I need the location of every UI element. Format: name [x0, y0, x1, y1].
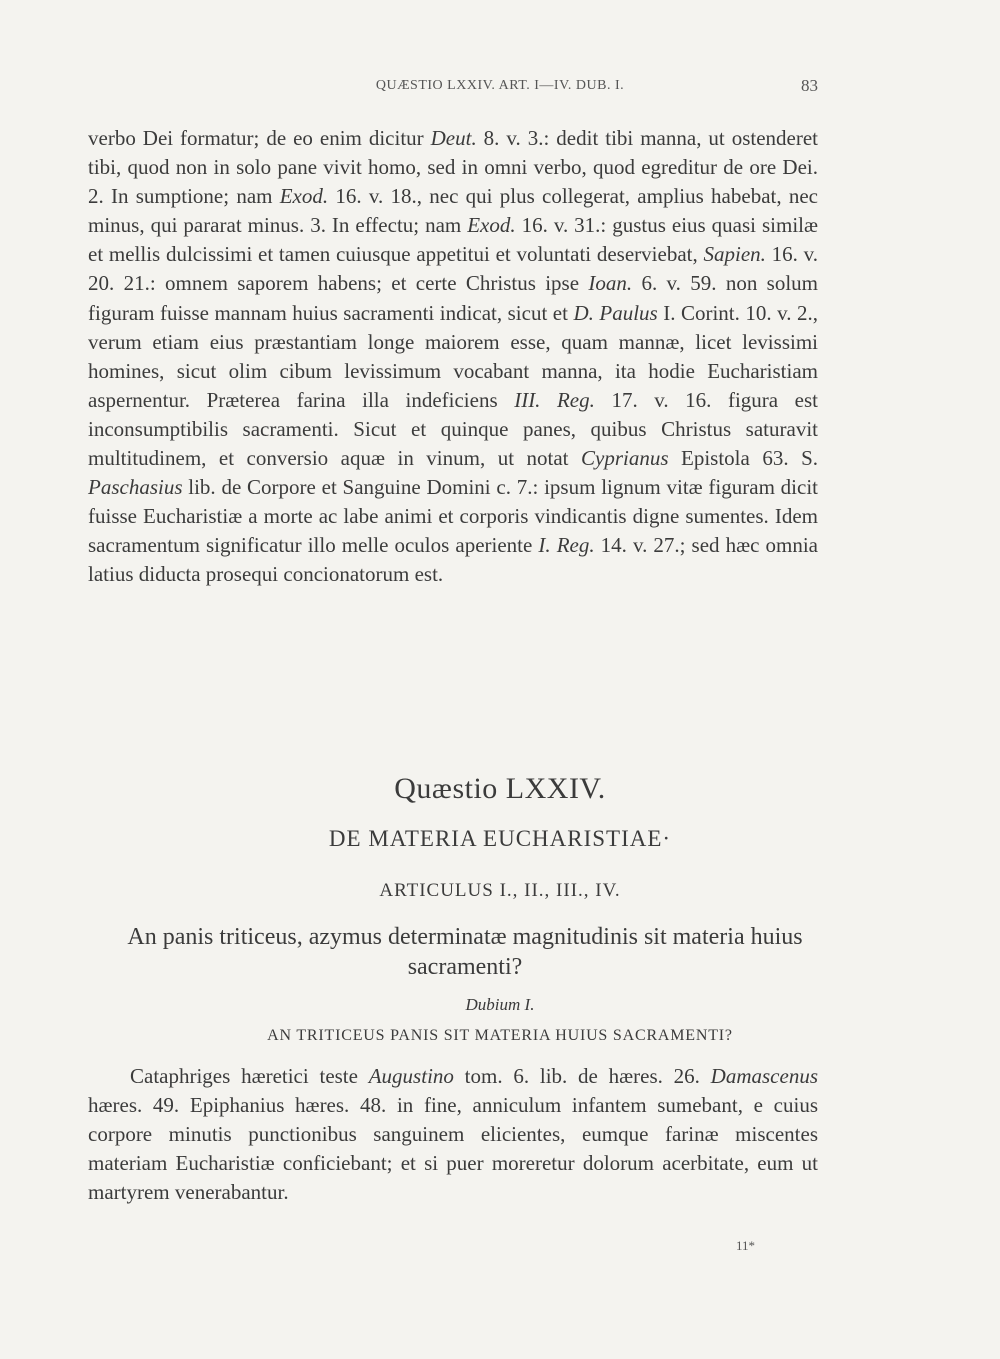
- italic-citation: III. Reg.: [514, 387, 595, 412]
- text-run: 16. v. 31.: gustus eius quasi similæ et mellis dulcissimi et tamen cuiusque appetitui et voluntati deserviebat,: [88, 213, 819, 267]
- text-run: 8. v. 3.: dedit tibi manna, ut ostenderet tibi, quod non in solo pane vivit homo, sed in omni verbo, quod egreditur de ore Dei. 2. In sumptione; nam: [88, 126, 818, 209]
- italic-citation: Deut.: [430, 126, 477, 150]
- text-run: 6. v. 59. non solum figuram fuisse mannam huius sacramenti indicat, sicut et: [88, 271, 818, 325]
- text-run: tom. 6. lib. de hæres. 26.: [453, 1064, 711, 1088]
- dubium-title: AN TRITICEUS PANIS SIT MATERIA HUIUS SACRAMENTI?: [267, 1027, 733, 1044]
- article-heading: ARTICULUS I., II., III., IV.: [379, 880, 621, 901]
- italic-citation: Sapien.: [703, 242, 766, 267]
- page-number: 83: [801, 76, 818, 95]
- dubium-label: Dubium I.: [465, 995, 535, 1014]
- italic-citation: Damascenus: [710, 1064, 818, 1088]
- text-run: verbo Dei formatur; de eo enim dicitur: [88, 126, 431, 150]
- italic-citation: Ioan.: [588, 271, 633, 296]
- text-run: 16. v. 18., nec qui plus collegerat, amplius habebat, nec minus, qui pararat minus. 3. In effectu; nam: [88, 184, 818, 238]
- article-question: An panis triticeus, azymus determinatæ magnitudinis sit materia huius sacramenti?: [127, 924, 803, 980]
- text-run: Epistola 63. S.: [668, 446, 818, 471]
- signature-mark: 11*: [736, 1238, 756, 1253]
- italic-citation: Exod.: [279, 184, 329, 209]
- body-paragraph: [88, 124, 818, 590]
- text-run: 16. v. 20. 21.: omnem saporem habens; et certe Christus ipse: [88, 242, 819, 296]
- question-subtitle: DE MATERIA EUCHARISTIAE·: [328, 826, 672, 851]
- closing-paragraph: [88, 1062, 818, 1207]
- italic-citation: I. Reg.: [538, 533, 595, 558]
- italic-citation: Cyprianus: [581, 446, 669, 471]
- body-text: [88, 124, 818, 590]
- italic-citation: Exod.: [467, 213, 516, 238]
- text-run: 17. v. 16. figura est inconsumptibilis sacramenti. Sicut et quinque panes, quibus Christus saturavit multitudinem, et conversio aquæ in vinum, ut notat: [88, 387, 819, 471]
- text-run: 14. v. 27.; sed hæc omnia latius diducta prosequi concionatorum est.: [88, 533, 818, 587]
- italic-citation: Paschasius: [88, 475, 183, 500]
- italic-citation: D. Paulus: [573, 300, 658, 325]
- text-run: Cataphriges hæretici teste: [130, 1064, 369, 1088]
- text-run: lib. de Corpore et Sanguine Domini c. 7.: ipsum lignum vitæ figuram dicit fuisse Eucharistiæ a morte ac labe animi et corporis vindicantis digne sumentes. Idem sacramentum significatur illo melle oculos aperiente: [88, 475, 818, 558]
- text-run: hæres. 49. Epiphanius hæres. 48. in fine, anniculum infantem sumebant, e cuius corpore minutis punctionibus sanguinem elicientes, eumque farinæ miscentes materiam Eucharistiæ conficiebant; et si puer moreretur dolorum acerbitate, eum ut martyrem venerabantur.: [88, 1093, 818, 1205]
- text-run: I. Corint. 10. v. 2., verum etiam eius præstantiam longe maiorem esse, quam mannæ, licet levissimi homines, sicut olim cibum levissimum vocabant manna, ita hodie Eucharistiam aspernentur. Præterea farina illa indeficiens: [88, 300, 818, 412]
- running-title: QUÆSTIO LXXIV. ART. I—IV. DUB. I.: [375, 78, 625, 93]
- question-title: Quæstio LXXIV.: [394, 772, 606, 805]
- italic-citation: Augustino: [368, 1064, 454, 1088]
- running-head: [0, 78, 1000, 98]
